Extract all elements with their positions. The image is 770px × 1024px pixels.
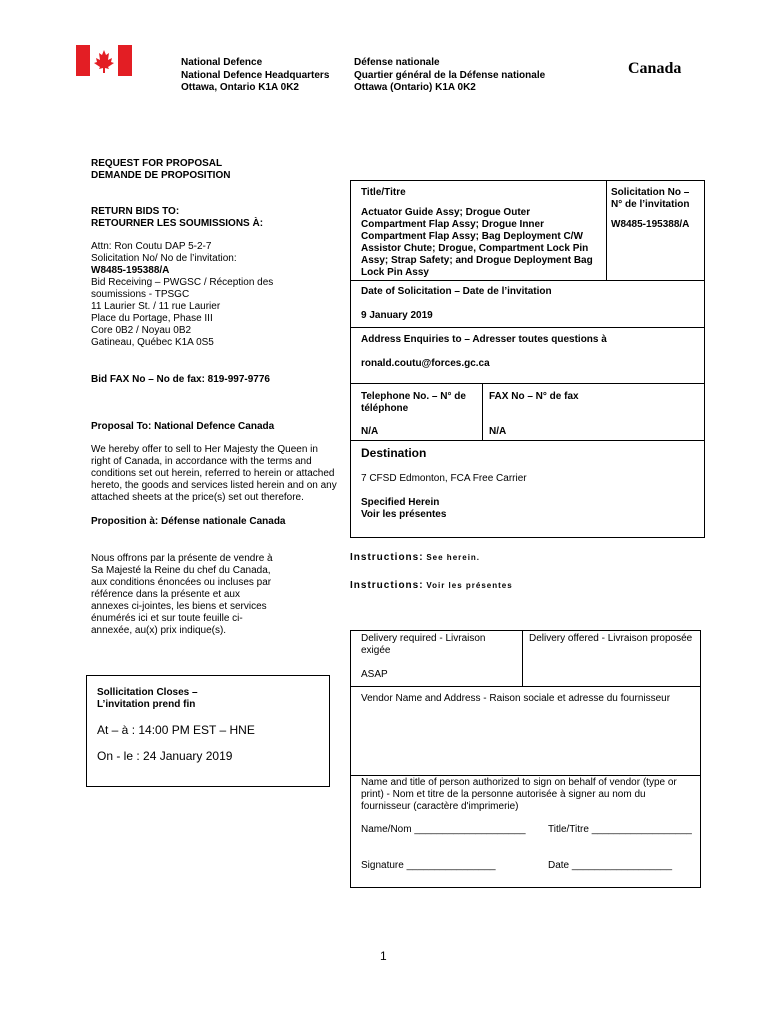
destination-label: Destination	[361, 446, 427, 460]
return-bids-heading-fr: RETOURNER LES SOUMISSIONS À:	[91, 218, 264, 229]
attention-line: Attn: Ron Coutu DAP 5-2-7	[91, 241, 212, 252]
french-department: Défense nationale	[354, 57, 440, 68]
title-label: Title/Titre	[361, 187, 406, 198]
date-of-solicitation-label: Date of Solicitation – Date de l’invitation	[361, 286, 552, 297]
delivery-required-line-1: Delivery required - Livraison	[361, 633, 486, 644]
specified-herein-en: Specified Herein	[361, 497, 440, 508]
french-address-block	[354, 57, 545, 95]
rfp-title-fr: DEMANDE DE PROPOSITION	[91, 170, 231, 181]
title-field[interactable]: Title/Titre __________________	[548, 824, 692, 835]
canada-wordmark: Canada	[628, 60, 682, 77]
proposal-text-en-line: right of Canada, in accordance with the terms and	[91, 456, 312, 467]
return-bids-address	[91, 241, 273, 349]
telephone-value: N/A	[361, 426, 379, 437]
bid-fax-number: Bid FAX No – No de fax: 819-997-9776	[91, 374, 270, 385]
authorized-person-line: print) - Nom et titre de la personne autorisée à signer au nom du	[361, 789, 646, 800]
title-line: Assistor Chute; Drogue, Compartment Lock Pin	[361, 243, 589, 254]
instructions-fr-label: Instructions:	[350, 580, 424, 591]
solicitation-number: W8485-195388/A	[91, 265, 170, 276]
proposal-text-fr-line: Nous offrons par la présente de vendre à	[91, 553, 273, 564]
closing-date: On - le : 24 January 2019	[97, 749, 233, 763]
proposal-text-fr-line: énumérés ici et sur toute feuille ci-	[91, 613, 243, 624]
authorized-person-line: Name and title of person authorized to sign on behalf of vendor (type or	[361, 777, 677, 788]
fax-value: N/A	[489, 426, 507, 437]
divider	[522, 630, 523, 686]
closes-label-en: Sollicitation Closes –	[97, 687, 198, 698]
proposal-text-en-line: hereto, the goods and services listed herein and on any	[91, 480, 337, 491]
proposal-text-fr-line: annexée, au(x) prix indique(s).	[91, 625, 227, 636]
authorized-person-label	[361, 777, 677, 813]
divider	[350, 686, 701, 687]
authorized-person-line: fournisseur (caractère d'imprimerie)	[361, 801, 519, 812]
address-line-4: Gatineau, Québec K1A 0S5	[91, 337, 214, 348]
proposal-text-en	[91, 444, 337, 504]
proposal-text-en-line: conditions set out herein, referred to herein or attached	[91, 468, 335, 479]
bid-receiving-line-2: soumissions - TPSGC	[91, 289, 190, 300]
canada-flag	[76, 45, 132, 76]
instructions-fr-value: Voir les présentes	[426, 581, 513, 590]
divider	[350, 383, 705, 384]
destination-value: 7 CFSD Edmonton, FCA Free Carrier	[361, 473, 527, 484]
return-bids-heading	[91, 206, 263, 230]
proposal-text-fr-line: référence dans la présente et aux	[91, 589, 240, 600]
solicitation-number-header	[611, 187, 689, 211]
page-number: 1	[380, 949, 387, 963]
return-bids-heading-en: RETURN BIDS TO:	[91, 206, 180, 217]
address-line-3: Core 0B2 / Noyau 0B2	[91, 325, 192, 336]
signature-field[interactable]: Signature ________________	[361, 860, 496, 871]
solicitation-number-label: Solicitation No/ No de l’invitation:	[91, 253, 237, 264]
address-line-1: 11 Laurier St. / 11 rue Laurier	[91, 301, 221, 312]
proposal-text-fr-line: Sa Majesté la Reine du chef du Canada,	[91, 565, 271, 576]
title-line: Actuator Guide Assy; Drogue Outer	[361, 207, 531, 218]
title-line: Compartment Flap Assy; Drogue Inner	[361, 219, 544, 230]
title-line: Lock Pin Assy	[361, 267, 429, 278]
delivery-required-label	[361, 633, 486, 657]
french-headquarters: Quartier général de la Défense nationale	[354, 69, 546, 81]
french-city: Ottawa (Ontario) K1A 0K2	[354, 82, 476, 93]
instructions-en-label: Instructions:	[350, 552, 424, 563]
telephone-label-line-2: téléphone	[361, 403, 409, 414]
specified-herein-fr: Voir les présentes	[361, 509, 447, 520]
proposal-text-fr-line: annexes ci-jointes, les biens et services	[91, 601, 267, 612]
english-city: Ottawa, Ontario K1A 0K2	[181, 82, 299, 93]
closes-label-fr: L’invitation prend fin	[97, 699, 196, 710]
telephone-label	[361, 391, 466, 415]
solicitation-number-label-en: Solicitation No –	[611, 187, 690, 198]
date-of-solicitation: 9 January 2019	[361, 310, 433, 321]
enquiries-label: Address Enquiries to – Adresser toutes questions à	[361, 334, 607, 345]
rfp-title-en: REQUEST FOR PROPOSAL	[91, 158, 223, 169]
proposal-text-fr-line: aux conditions énoncées ou incluses par	[91, 577, 272, 588]
address-line-2: Place du Portage, Phase III	[91, 313, 213, 324]
telephone-label-line-1: Telephone No. – N° de	[361, 391, 466, 402]
delivery-required-line-2: exigée	[361, 645, 391, 656]
title-line: Assy; Strap Safety; and Drogue Deployment Bag	[361, 255, 593, 266]
divider	[350, 327, 705, 328]
proposal-text-fr	[91, 553, 273, 637]
delivery-required-value: ASAP	[361, 669, 388, 680]
instructions-en-value: See herein.	[426, 553, 481, 562]
delivery-offered-label: Delivery offered - Livraison proposée	[529, 633, 693, 644]
instructions-fr	[350, 580, 513, 591]
solicitation-number-value: W8485-195388/A	[611, 219, 690, 230]
fax-label: FAX No – N° de fax	[489, 391, 579, 402]
divider	[350, 775, 701, 776]
specified-herein	[361, 497, 446, 521]
solicitation-number-label-fr: N° de l’invitation	[611, 199, 690, 210]
solicitation-closes-label	[97, 687, 198, 711]
proposal-text-en-line: attached sheets at the price(s) set out therefore.	[91, 492, 304, 503]
bid-receiving-line-1: Bid Receiving – PWGSC / Réception des	[91, 277, 274, 288]
enquiries-email: ronald.coutu@forces.gc.ca	[361, 358, 490, 369]
divider	[606, 180, 607, 280]
divider	[482, 383, 483, 440]
vendor-name-address-label: Vendor Name and Address - Raison sociale et adresse du fournisseur	[361, 693, 671, 704]
divider	[350, 440, 705, 441]
delivery-vendor-box	[350, 630, 701, 888]
instructions-en	[350, 552, 480, 563]
solicitation-title	[361, 207, 593, 279]
english-address-block	[181, 57, 329, 95]
english-department: National Defence	[181, 57, 263, 68]
proposal-text-en-line: We hereby offer to sell to Her Majesty the Queen in	[91, 444, 318, 455]
divider	[350, 280, 705, 281]
date-field[interactable]: Date __________________	[548, 860, 673, 871]
english-headquarters: National Defence Headquarters	[181, 69, 330, 81]
closing-time: At – à : 14:00 PM EST – HNE	[97, 723, 255, 737]
rfp-title	[91, 158, 230, 182]
title-line: Compartment Flap Assy; Bag Deployment C/W	[361, 231, 583, 242]
proposal-to-fr: Proposition à: Défense nationale Canada	[91, 516, 286, 527]
name-field[interactable]: Name/Nom ____________________	[361, 824, 526, 835]
proposal-to-en: Proposal To: National Defence Canada	[91, 421, 275, 432]
